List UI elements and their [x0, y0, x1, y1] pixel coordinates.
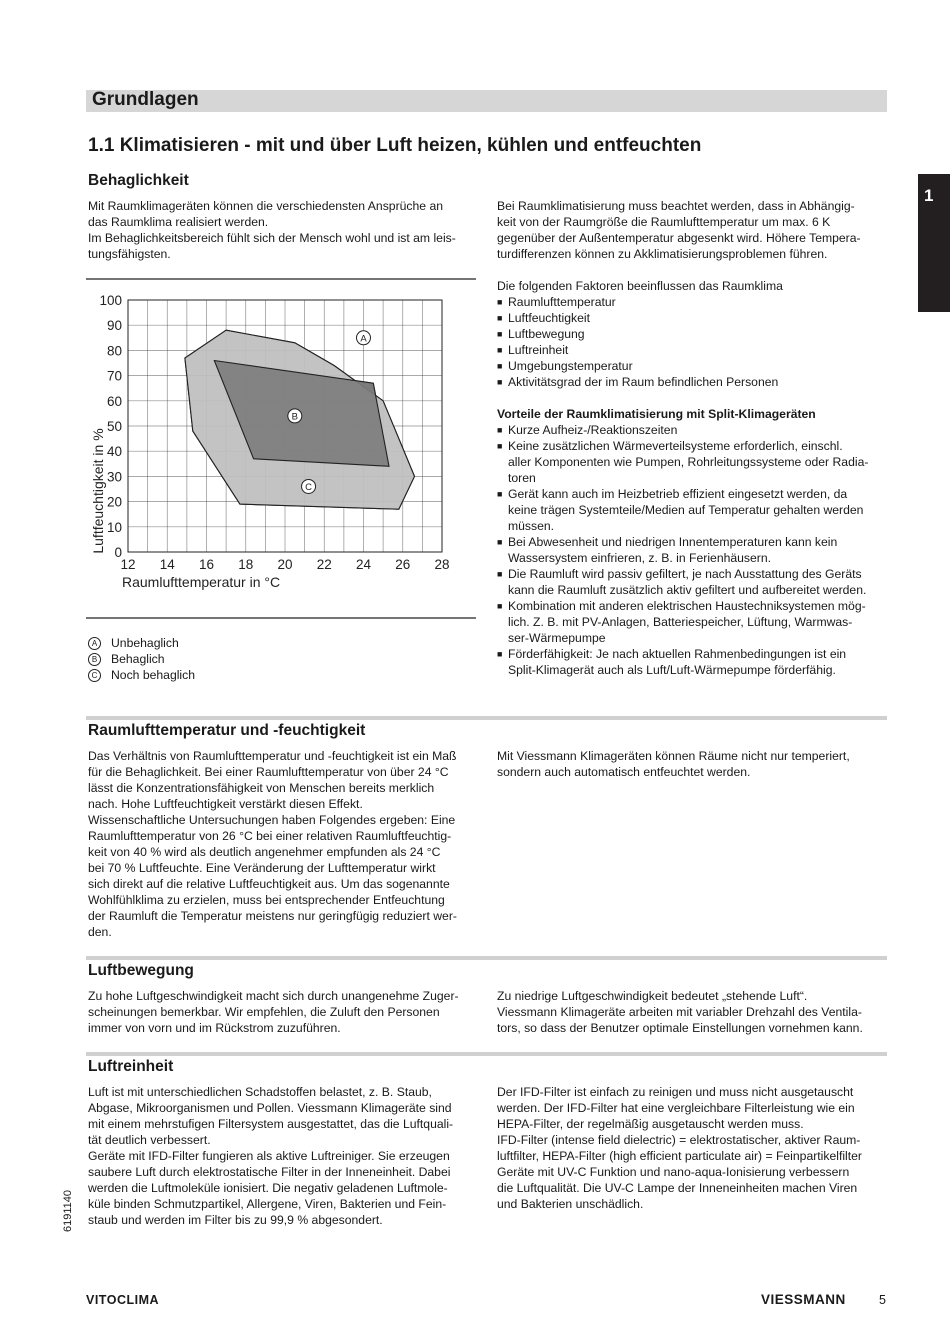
y-tick-label: 100 — [99, 293, 122, 308]
factors-list — [497, 294, 778, 390]
text-line: Geräte mit IFD-Filter fungieren als aktive Luftreiniger. Sie erzeugen — [88, 1149, 450, 1163]
text-line: saubere Luft durch elektrostatische Filter in der Inneneinheit. Dabei — [88, 1165, 451, 1179]
text-line: die Luftqualität. Die UV-C Lampe der Inneneinheiten machen Viren — [497, 1181, 858, 1195]
legend-label: Unbehaglich — [111, 636, 179, 650]
legend-item — [88, 635, 179, 651]
advantage-line: ■ Bei Abwesenheit und niedrigen Innentemperaturen kann kein — [497, 534, 868, 550]
text-line: Wissenschaftliche Untersuchungen haben Folgendes ergeben: Eine — [88, 813, 456, 827]
section-title: Grundlagen — [92, 89, 199, 110]
text-line: HEPA-Filter, der regelmäßig ausgetauscht werden muss. — [497, 1117, 804, 1131]
text-line: Luft ist mit unterschiedlichen Schadstoffen belastet, z. B. Staub, — [88, 1085, 432, 1099]
x-tick-label: 20 — [277, 557, 293, 572]
heading-luftbewegung: Luftbewegung — [88, 962, 194, 979]
advantage-item — [497, 566, 868, 598]
text-line: luftfilter, HEPA-Filter (high efficient particulate air) = Feinpartikelfilter — [497, 1149, 862, 1163]
advantage-item — [497, 534, 868, 566]
brand-logo: VIESSMANN — [761, 1292, 846, 1307]
x-tick-label: 12 — [120, 557, 136, 572]
chapter-tab — [918, 174, 950, 312]
text-line: sich direkt auf die relative Luftfeuchtigkeit aus. Um das sogenannte — [88, 877, 450, 891]
advantage-line: ■ Kurze Aufheiz-/Reaktionszeiten — [497, 422, 868, 438]
x-tick-label: 16 — [198, 557, 215, 572]
text-line: Abgase, Mikroorganismen und Pollen. Viessmann Klimageräte sind — [88, 1101, 452, 1115]
advantage-line: lich. Z. B. mit PV-Anlagen, Batteriespeicher, Lüftung, Warmwas- — [508, 615, 853, 629]
advantage-item — [497, 486, 868, 534]
text-line: keit von 40 % wird als deutlich angenehmer empfunden als 24 °C — [88, 845, 441, 859]
text-line: das Raumklima realisiert werden. — [88, 215, 269, 229]
x-tick-label: 28 — [434, 557, 450, 572]
text-line: werden die Luftmoleküle ionisiert. Die negativ geladenen Luftmole- — [88, 1181, 448, 1195]
advantage-item — [497, 438, 868, 486]
text-line: und Bakterien unschädlich. — [497, 1197, 644, 1211]
factors-intro: Die folgenden Faktoren beeinflussen das Raumklima — [497, 279, 783, 293]
text-line: Zu hohe Luftgeschwindigkeit macht sich durch unangenehme Zuger- — [88, 989, 459, 1003]
heading-luftreinheit: Luftreinheit — [88, 1058, 174, 1075]
advantage-line: müssen. — [508, 519, 555, 533]
text-line: immer von vorn und im Rückstrom zuzuführen. — [88, 1021, 341, 1035]
text-line: turdifferenzen können zu Akklimatisierungsproblemen führen. — [497, 247, 828, 261]
advantage-item — [497, 598, 868, 646]
comfort-chart — [86, 278, 476, 620]
text-line: Wohlfühlklima zu erzielen, muss bei entsprechender Entfeuchtung — [88, 893, 445, 907]
advantage-line: ■ Die Raumluft wird passiv gefiltert, je nach Ausstattung des Geräts — [497, 566, 868, 582]
text-line: IFD-Filter (intense field dielectric) = elektrostatischer, aktiver Raum- — [497, 1133, 861, 1147]
x-tick-label: 26 — [395, 557, 411, 572]
text-line: gegenüber der Außentemperatur abgesenkt wird. Höhere Tempera- — [497, 231, 861, 245]
advantage-line: aller Komponenten wie Pumpen, Rohrleitungssysteme oder Radia- — [508, 455, 869, 469]
text-line: Viessmann Klimageräte arbeiten mit variabler Drehzahl des Ventila- — [497, 1005, 862, 1019]
product-name: VITOCLIMA — [86, 1293, 160, 1307]
chapter-tab-number: 1 — [924, 186, 934, 205]
text-line: Geräte mit UV-C Funktion und nano-aqua-Ionisierung verbessern — [497, 1165, 850, 1179]
y-tick-label: 60 — [106, 393, 122, 409]
text-line: Bei Raumklimatisierung muss beachtet werden, dass in Abhängig- — [497, 199, 855, 213]
luftbewegung-left-text — [88, 988, 459, 1036]
legend-marker: C — [88, 669, 101, 682]
text-line: Der IFD-Filter ist einfach zu reinigen und muss nicht ausgetauscht — [497, 1085, 854, 1099]
y-tick-label: 90 — [106, 318, 122, 334]
section-header-bar — [86, 90, 887, 112]
factor-item: ■ Aktivitätsgrad der im Raum befindlichen Personen — [497, 374, 778, 390]
x-tick-label: 18 — [238, 557, 254, 572]
marker-label-a: A — [360, 333, 367, 345]
advantage-line: ■ Gerät kann auch im Heizbetrieb effizient eingesetzt werden, da — [497, 486, 868, 502]
text-line: küle binden Schmutzpartikel, Allergene, Viren, Bakterien und Fein- — [88, 1197, 447, 1211]
y-tick-label: 40 — [106, 444, 122, 460]
marker-label-b: B — [291, 411, 298, 423]
advantage-line: toren — [508, 471, 536, 485]
luftbewegung-right-text — [497, 988, 863, 1036]
y-tick-label: 80 — [106, 343, 122, 359]
text-line: tungsfähigsten. — [88, 247, 171, 261]
factor-item: ■ Luftfeuchtigkeit — [497, 310, 778, 326]
text-line: Das Verhältnis von Raumlufttemperatur und -feuchtigkeit ist ein Maß — [88, 749, 457, 763]
legend-item — [88, 651, 165, 667]
luftreinheit-right-text — [497, 1084, 862, 1212]
text-line: für die Behaglichkeit. Bei einer Raumlufttemperatur von über 24 °C — [88, 765, 449, 779]
advantage-line: Wassersystem einfrieren, z. B. in Ferienhäusern. — [508, 551, 772, 565]
advantage-line: ■ Kombination mit anderen elektrischen Haustechniksystemen mög- — [497, 598, 868, 614]
advantage-line: kann die Raumluft zusätzlich aktiv gefiltert und aufbereitet werden. — [508, 583, 867, 597]
luftreinheit-left-text — [88, 1084, 453, 1228]
y-tick-label: 50 — [106, 419, 122, 434]
text-line: Im Behaglichkeitsbereich fühlt sich der Mensch wohl und ist am leis- — [88, 231, 456, 245]
x-tick-label: 22 — [316, 557, 332, 572]
heading-raumluft: Raumlufttemperatur und -feuchtigkeit — [88, 722, 366, 739]
marker-label-c: C — [305, 481, 312, 493]
advantage-line: Split-Klimagerät auch als Luft/Luft-Wärmepumpe förderfähig. — [508, 663, 836, 677]
text-line: Mit Viessmann Klimageräten können Räume nicht nur temperiert, — [497, 749, 850, 763]
x-tick-label: 24 — [355, 557, 372, 572]
x-tick-label: 14 — [159, 557, 175, 572]
text-line: bei 70 % Luftfeuchte. Eine Veränderung der Lufttemperatur wirkt — [88, 861, 436, 875]
legend-label: Noch behaglich — [111, 668, 196, 682]
text-line: Mit Raumklimageräten können die verschiedensten Ansprüche an — [88, 199, 443, 213]
text-line: tät deutlich verbessert. — [88, 1133, 211, 1147]
rule-raumluft — [86, 716, 887, 720]
text-line: der Raumluft die Temperatur meistens nur geringfügig reduziert wer- — [88, 909, 457, 923]
advantage-line: keine trägen Systemteile/Medien auf Temperatur gehalten werden — [508, 503, 864, 517]
factor-item: ■ Luftreinheit — [497, 342, 778, 358]
y-axis-label: Luftfeuchtigkeit in % — [90, 428, 106, 554]
text-line: staub und werden im Filter bis zu 99,9 % abgesondert. — [88, 1213, 383, 1227]
text-line: mit einem mehrstufigen Filtersystem ausgestattet, das die Luftquali- — [88, 1117, 454, 1131]
legend-item — [88, 667, 195, 683]
raumluft-left-text — [88, 748, 457, 940]
legend-marker: B — [88, 653, 101, 666]
text-line: den. — [88, 925, 112, 939]
behaglichkeit-left-text — [88, 198, 456, 262]
advantage-item — [497, 422, 868, 438]
text-line: keit von der Raumgröße die Raumlufttemperatur um max. 6 K — [497, 215, 831, 229]
text-line: tors, so dass der Benutzer optimale Einstellungen vornehmen kann. — [497, 1021, 863, 1035]
text-line: scheinungen bemerkbar. Wir empfehlen, die Zuluft den Personen — [88, 1005, 440, 1019]
heading-behaglichkeit: Behaglichkeit — [88, 172, 189, 189]
factor-item: ■ Luftbewegung — [497, 326, 778, 342]
advantages-list — [497, 422, 868, 678]
document-number: 6191140 — [62, 1189, 74, 1232]
rule-luftbewegung — [86, 956, 887, 960]
factor-item: ■ Raumlufttemperatur — [497, 294, 778, 310]
raumluft-right-text — [497, 748, 850, 780]
x-axis-label: Raumlufttemperatur in °C — [122, 574, 281, 590]
legend-marker: A — [88, 637, 101, 650]
y-tick-label: 70 — [106, 368, 122, 384]
y-tick-label: 10 — [106, 519, 122, 535]
advantage-line: ■ Förderfähigkeit: Je nach aktuellen Rahmenbedingungen ist ein — [497, 646, 868, 662]
y-tick-label: 0 — [114, 545, 122, 560]
advantage-item — [497, 646, 868, 678]
behaglichkeit-right-text — [497, 198, 861, 262]
y-tick-label: 30 — [106, 469, 122, 485]
advantage-line: ■ Keine zusätzlichen Wärmeverteilsysteme erforderlich, einschl. — [497, 438, 868, 454]
factor-item: ■ Umgebungstemperatur — [497, 358, 778, 374]
advantage-line: ser-Wärmepumpe — [508, 631, 606, 645]
page-title: 1.1 Klimatisieren - mit und über Luft heizen, kühlen und entfeuchten — [88, 135, 702, 156]
advantages-heading: Vorteile der Raumklimatisierung mit Split-Klimageräten — [497, 407, 816, 421]
rule-luftreinheit — [86, 1052, 887, 1056]
text-line: Raumlufttemperatur von 26 °C bei einer relativen Raumluftfeuchtig- — [88, 829, 452, 843]
text-line: sondern auch automatisch entfeuchtet werden. — [497, 765, 751, 779]
legend-label: Behaglich — [111, 652, 165, 666]
text-line: werden. Der IFD-Filter hat eine vergleichbare Filterleistung wie ein — [497, 1101, 855, 1115]
page-number: 5 — [879, 1293, 886, 1307]
text-line: nach. Hohe Luftfeuchtigkeit verstärkt diesen Effekt. — [88, 797, 363, 811]
y-tick-label: 20 — [106, 494, 122, 510]
text-line: Zu niedrige Luftgeschwindigkeit bedeutet „stehende Luft“. — [497, 989, 808, 1003]
text-line: lässt die Konzentrationsfähigkeit von Menschen bereits merklich — [88, 781, 435, 795]
